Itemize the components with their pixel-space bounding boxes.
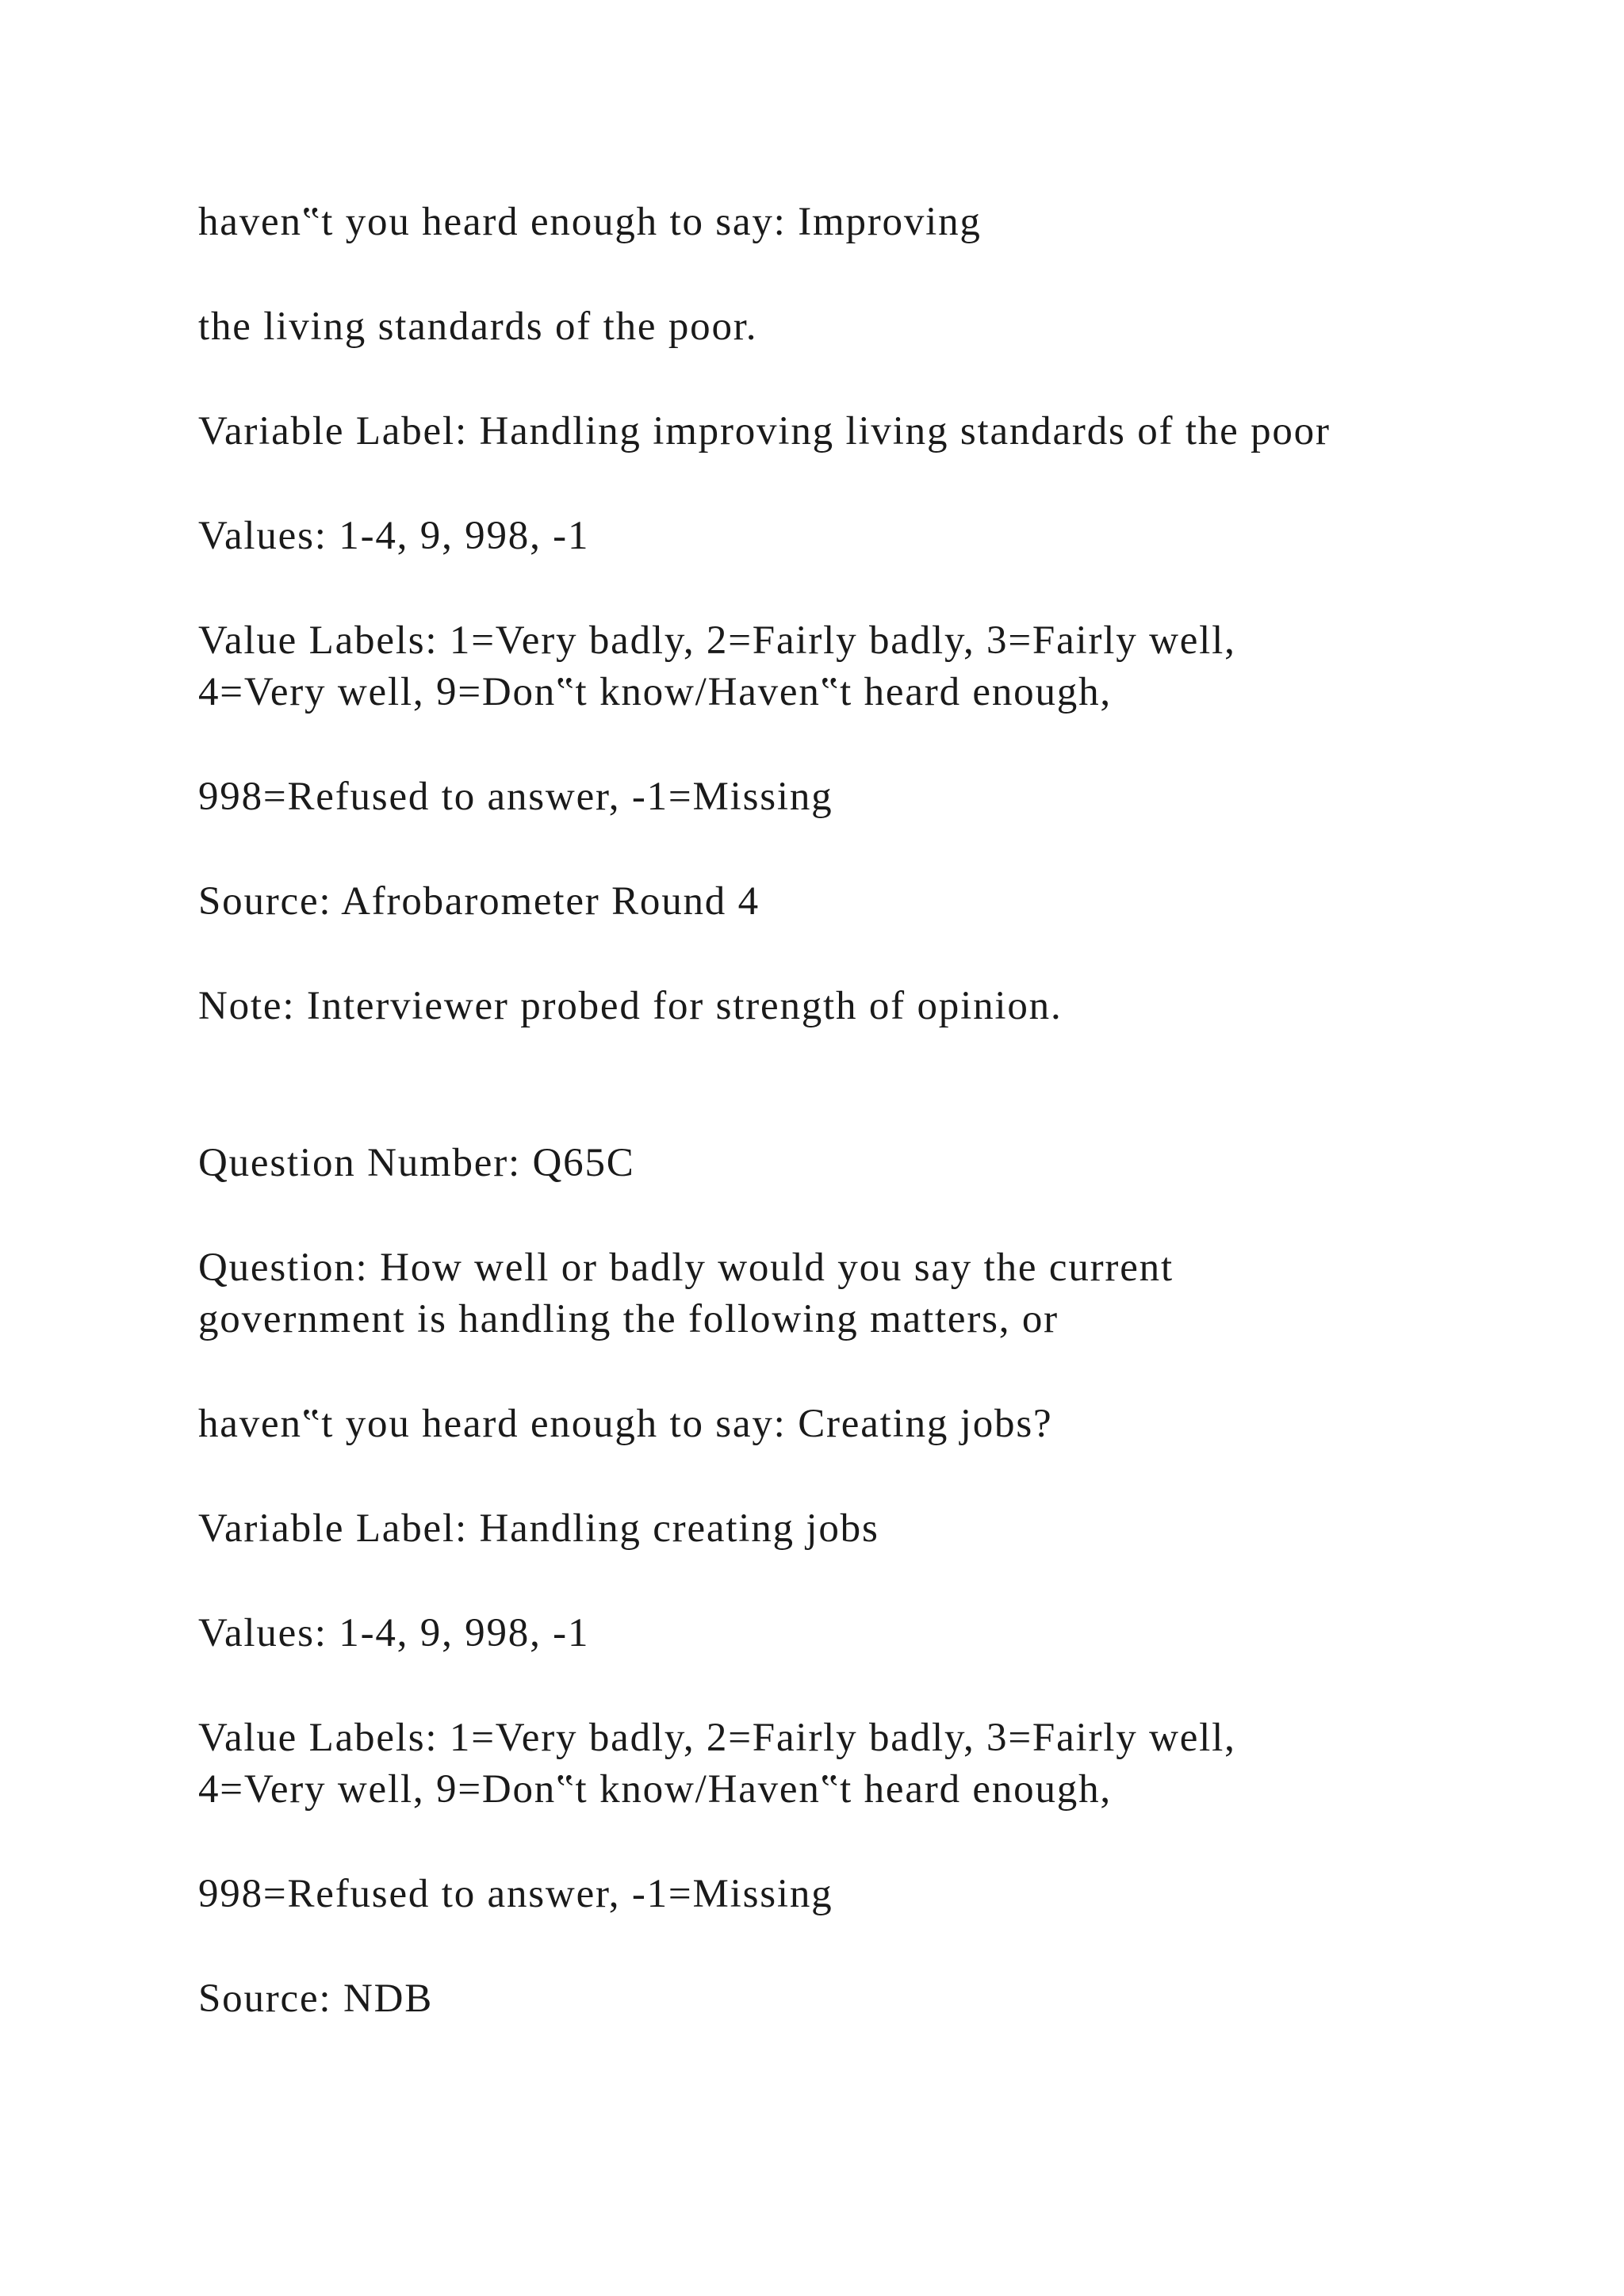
q65b-question-end: the living standards of the poor. <box>198 304 758 349</box>
q65c-value-labels-line-1: Value Labels: 1=Very badly, 2=Fairly badly, 3=Fairly well, <box>198 1716 1236 1760</box>
q65b-values: Values: 1-4, 9, 998, -1 <box>198 514 590 558</box>
q65b-value-labels-line-2: 4=Very well, 9=Don‟t know/Haven‟t heard enough, <box>198 670 1112 714</box>
q65b-value-labels-line-1: Value Labels: 1=Very badly, 2=Fairly badly, 3=Fairly well, <box>198 618 1236 663</box>
q65c-question-line-3: haven‟t you heard enough to say: Creating jobs? <box>198 1402 1053 1446</box>
q65b-variable-label: Variable Label: Handling improving living standards of the poor <box>198 409 1331 453</box>
q65b-note: Note: Interviewer probed for strength of opinion. <box>198 984 1063 1028</box>
q65b-question-continuation: haven‟t you heard enough to say: Improving <box>198 200 982 244</box>
q65c-values: Values: 1-4, 9, 998, -1 <box>198 1611 590 1655</box>
q65c-value-labels-line-2: 4=Very well, 9=Don‟t know/Haven‟t heard enough, <box>198 1767 1112 1812</box>
q65c-question-number: Question Number: Q65C <box>198 1141 635 1185</box>
q65b-value-labels-line-3: 998=Refused to answer, -1=Missing <box>198 775 833 819</box>
q65c-source: Source: NDB <box>198 1976 434 2021</box>
q65c-question-line-1: Question: How well or badly would you say the current <box>198 1246 1174 1290</box>
q65c-question-line-2: government is handling the following matters, or <box>198 1297 1059 1341</box>
q65c-variable-label: Variable Label: Handling creating jobs <box>198 1506 879 1551</box>
q65c-value-labels-line-3: 998=Refused to answer, -1=Missing <box>198 1872 833 1916</box>
q65b-source: Source: Afrobarometer Round 4 <box>198 879 760 924</box>
